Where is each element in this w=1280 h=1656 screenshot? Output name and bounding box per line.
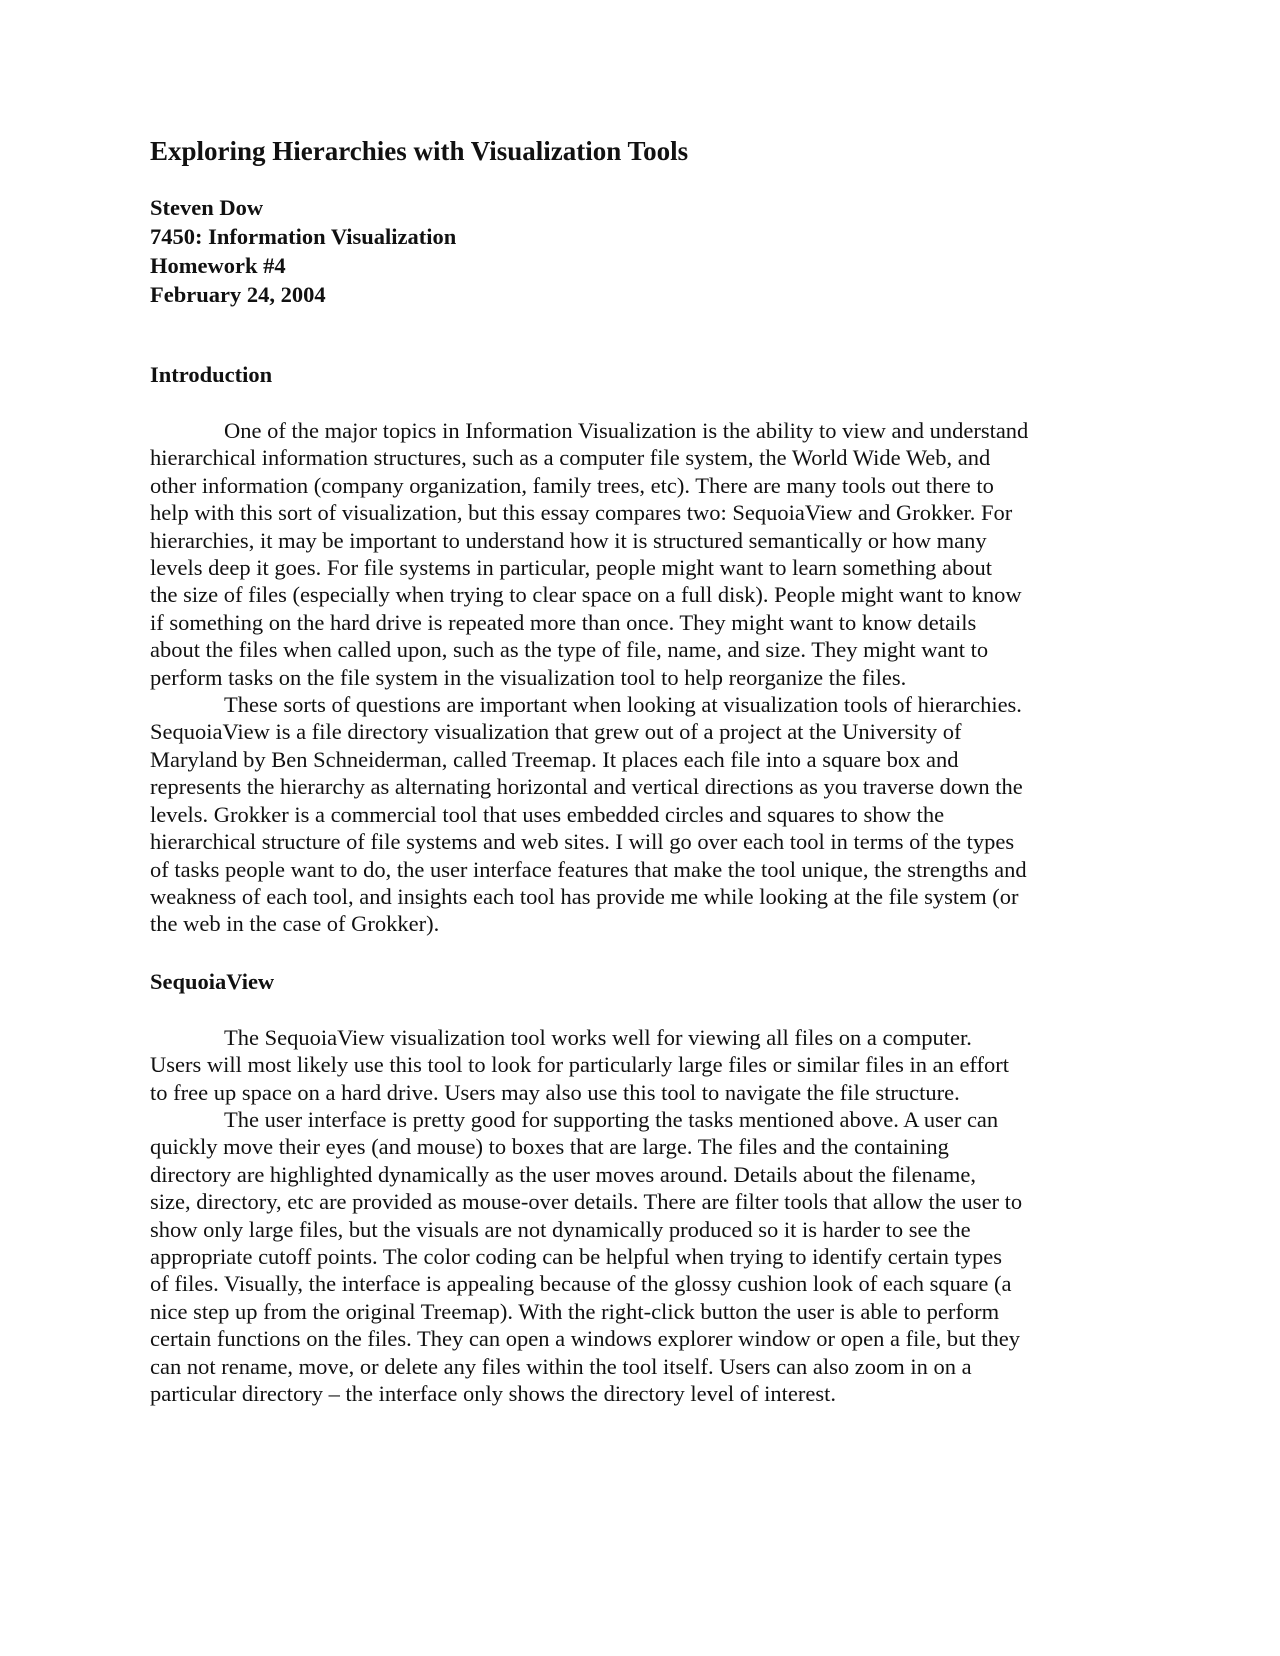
paragraph-line: quickly move their eyes (and mouse) to boxes that are large. The files and the containing: [150, 1134, 949, 1160]
paragraph-line: certain functions on the files. They can open a windows explorer window or open a file, but they: [150, 1326, 1020, 1352]
paragraph-line: the size of files (especially when trying to clear space on a full disk). People might want to know: [150, 582, 1022, 608]
paragraph-line: to free up space on a hard drive. Users may also use this tool to navigate the file structure.: [150, 1079, 960, 1105]
paragraph-line: SequoiaView is a file directory visualization that grew out of a project at the University of: [150, 719, 962, 745]
assignment-name: Homework #4: [150, 253, 286, 278]
paragraph-line: perform tasks on the file system in the visualization tool to help reorganize the files.: [150, 664, 907, 690]
paragraph-line: weakness of each tool, and insights each tool has provide me while looking at the file system (or: [150, 883, 1019, 909]
paragraph-line: These sorts of questions are important when looking at visualization tools of hierarchies.: [224, 692, 1022, 718]
paragraph-line: help with this sort of visualization, but this essay compares two: SequoiaView and Grokker. For: [150, 500, 1013, 526]
section-introduction: [150, 360, 1130, 938]
paragraph-line: of tasks people want to do, the user interface features that make the tool unique, the strengths and: [150, 856, 1027, 882]
paragraph-line: hierarchies, it may be important to understand how it is structured semantically or how many: [150, 527, 987, 553]
paragraph-line: other information (company organization, family trees, etc). There are many tools out there to: [150, 472, 994, 498]
paragraph-line: represents the hierarchy as alternating horizontal and vertical directions as you traverse down the: [150, 774, 1023, 800]
paragraph-line: show only large files, but the visuals are not dynamically produced so it is harder to see the: [150, 1216, 971, 1242]
paragraph: [150, 1024, 1130, 1106]
paragraph: [150, 1106, 1130, 1407]
document-meta: [150, 193, 1130, 309]
paragraph-line: particular directory – the interface only shows the directory level of interest.: [150, 1381, 836, 1406]
document-page: [150, 134, 1130, 1436]
paragraph-line: The SequoiaView visualization tool works well for viewing all files on a computer.: [224, 1024, 972, 1050]
paragraph-line: One of the major topics in Information Visualization is the ability to view and understand: [224, 418, 1029, 443]
paragraph-line: if something on the hard drive is repeated more than once. They might want to know details: [150, 609, 977, 635]
paragraph: [150, 417, 1130, 691]
paragraph-line: about the files when called upon, such as the type of file, name, and size. They might want to: [150, 637, 989, 663]
paragraph-line: levels deep it goes. For file systems in particular, people might want to learn something about: [150, 555, 993, 581]
paragraph-line: nice step up from the original Treemap). With the right-click button the user is able to perform: [150, 1298, 1000, 1324]
paragraph-line: hierarchical information structures, such as a computer file system, the World Wide Web, and: [150, 445, 991, 471]
paragraph: [150, 691, 1130, 938]
paragraph-line: can not rename, move, or delete any files within the tool itself. Users can also zoom in on a: [150, 1353, 972, 1379]
paragraph-line: levels. Grokker is a commercial tool that uses embedded circles and squares to show the: [150, 801, 945, 827]
paragraph-line: Users will most likely use this tool to look for particularly large files or similar files in an effort: [150, 1052, 1009, 1078]
document-body: [150, 360, 1130, 1407]
author-name: Steven Dow: [150, 195, 264, 220]
paragraph-line: hierarchical structure of file systems and web sites. I will go over each tool in terms of the types: [150, 829, 1015, 855]
section-heading: SequoiaView: [150, 968, 275, 994]
document-title: Exploring Hierarchies with Visualization Tools: [150, 136, 689, 166]
paragraph-line: the web in the case of Grokker).: [150, 911, 440, 937]
paragraph-line: size, directory, etc are provided as mouse-over details. There are filter tools that allow the user to: [150, 1189, 1023, 1215]
course-name: 7450: Information Visualization: [150, 224, 457, 249]
paragraph-line: appropriate cutoff points. The color coding can be helpful when trying to identify certain types: [150, 1243, 1003, 1269]
document-date: February 24, 2004: [150, 282, 326, 307]
section-sequoiaview: [150, 967, 1130, 1408]
section-heading: Introduction: [150, 362, 273, 387]
paragraph-line: directory are highlighted dynamically as the user moves around. Details about the filename,: [150, 1161, 976, 1187]
paragraph-line: The user interface is pretty good for supporting the tasks mentioned above. A user can: [224, 1106, 999, 1132]
paragraph-line: of files. Visually, the interface is appealing because of the glossy cushion look of each square (a: [150, 1271, 1012, 1297]
paragraph-line: Maryland by Ben Schneiderman, called Treemap. It places each file into a square box and: [150, 746, 959, 772]
